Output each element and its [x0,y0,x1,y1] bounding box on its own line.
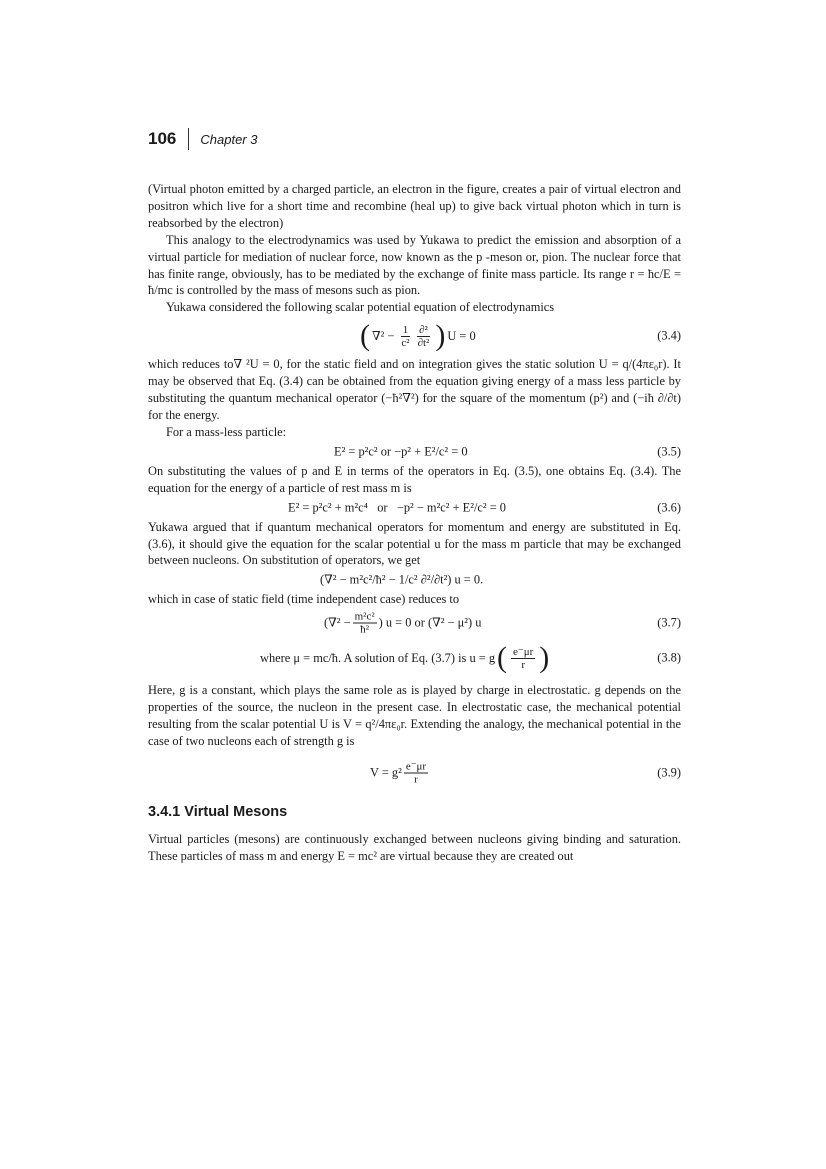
equation-number-3-9: (3.9) [657,765,681,780]
eq38-denominator: r [521,658,525,671]
header-divider [188,128,189,150]
eq34-fraction-2 [416,324,432,349]
eq36-body: E² = p²c² + m²c⁴ or −p² − m²c² + E²/c² = 0 [288,500,507,515]
eq39-denominator: r [414,773,418,786]
eq39-left: V = g² [370,765,402,780]
paragraph-scalar-potential: Yukawa considered the following scalar potential equation of electrodynamics [166,300,555,315]
body-text [148,181,681,865]
section-heading: 3.4.1 Virtual Mesons [148,803,288,820]
paragraph-static-field: which in case of static field (time independent case) reduces to [148,592,460,607]
equation-number-3-8: (3.8) [657,650,681,665]
eq37-right: ) u = 0 or (∇² − μ²) u [378,615,482,630]
eq34-fraction-1 [399,324,411,349]
eq38-numerator: e⁻μr [513,645,534,658]
eq35-body: E² = p²c² or −p² + E²/c² = 0 [334,444,468,459]
eq34-f1-numerator: 1 [402,323,409,336]
paragraph-static-solution: which reduces to∇ ²U = 0, for the static field and on integration gives the static solution U = q/(4πε₀r). It may be observed that Eq. (3.4) can be obtained from the equation giving energy of a mass less particle by substituting the quantum mechanical operator (−ħ²∇²) for the square of the momentum (p²) and (−iħ ∂/∂t) for the energy. [148,357,681,422]
equation-number-3-4: (3.4) [657,328,681,343]
equation-3-9 [148,750,681,796]
eq34-f2-denominator: ∂t² [417,336,430,349]
equation-3-4: ( ∇² − $\frac{1}{\text{c²}}$ $\frac{\text{∂²}}{\text{∂t²}}$ ) U = 0 (3.4) [360,319,681,353]
equation-number-3-6: (3.6) [657,500,681,515]
chapter-label: Chapter 3 [200,131,258,147]
page-number: 106 [148,129,177,148]
paragraph-constant-g: Here, g is a constant, which plays the same role as is played by charge in electrostatic. g depends on the properties of the source, the nucleon in the present case. In electrostatic case, the mechanical potential resulting from the scalar potential U is V = q²/4πε₀r. Extending the analogy, the mechanical potential in the case of two nucleons each of strength g is [148,683,681,748]
paragraph-yukawa-argument: Yukawa argued that if quantum mechanical operators for momentum and energy are substituted in Eq. (3.6), it should give the equation for the scalar potential u for the mass m particle that may be exchanged between nucleons. On substitution of operators, we get [148,519,681,568]
eq34-rest: U = 0 [447,328,476,343]
equation-number-3-5: (3.5) [657,444,681,459]
equation-3-7 [148,608,681,638]
paragraph-caption: (Virtual photon emitted by a charged particle, an electron in the figure, creates a pair of virtual electron and positron which live for a short time and recombine (heal up) to give back virtual photon which in turn is reabsorbed by the electron) [148,182,681,230]
paragraph-massless-intro: For a mass-less particle: [166,424,287,439]
eq38-text: where μ = mc/ħ. A solution of Eq. (3.7) is u = g [260,650,496,665]
eq34-nabla: ∇² [372,328,385,343]
eq34-minus: − [387,328,395,343]
eq37-denominator: ħ² [360,623,370,636]
eq37-numerator: m²c² [354,610,375,623]
eq38-fraction [511,646,535,671]
equation-unnumbered [148,569,681,591]
eq37-fraction [353,611,377,636]
equation-3-6 [148,497,681,519]
equation-3-8: where μ = mc/ħ. A solution of Eq. (3.7) is u = g ( $\frac{e^-\mu r}{r}$ ) (3.8) [260,641,681,675]
eq34-f2-numerator: ∂² [419,323,428,336]
eq34-f1-denominator: c² [401,336,410,349]
paragraph-virtual-mesons: Virtual particles (mesons) are continuously exchanged between nucleons giving binding and saturation. These particles of mass m and energy E = mc² are virtual because they are created out [148,831,681,863]
paragraph-yukawa-analogy: This analogy to the electrodynamics was used by Yukawa to predict the emission and absorption of a virtual particle for mediation of nuclear force, now known as the p -meson or, pion. The nuclear force that has finite range, obviously, has to be mediated by the exchange of finite mass particle. Its range r = ħc/E = ħ/mc is controlled by the mass of mesons such as pion. [148,232,681,298]
eq39-numerator: e⁻μr [405,760,427,773]
equation-number-3-7: (3.7) [657,615,681,630]
running-header [148,128,257,150]
equation-3-5 [148,441,681,463]
eq39-fraction [404,760,428,785]
eq-unnumbered-body: (∇² − m²c²/ħ² − 1/c² ∂²/∂t²) u = 0. [320,572,484,587]
eq37-left: (∇² − [324,615,351,630]
paragraph-operator-substitution: On substituting the values of p and E in terms of the operators in Eq. (3.5), one obtains Eq. (3.4). The equation for the energy of a particle of rest mass m is [148,463,681,495]
